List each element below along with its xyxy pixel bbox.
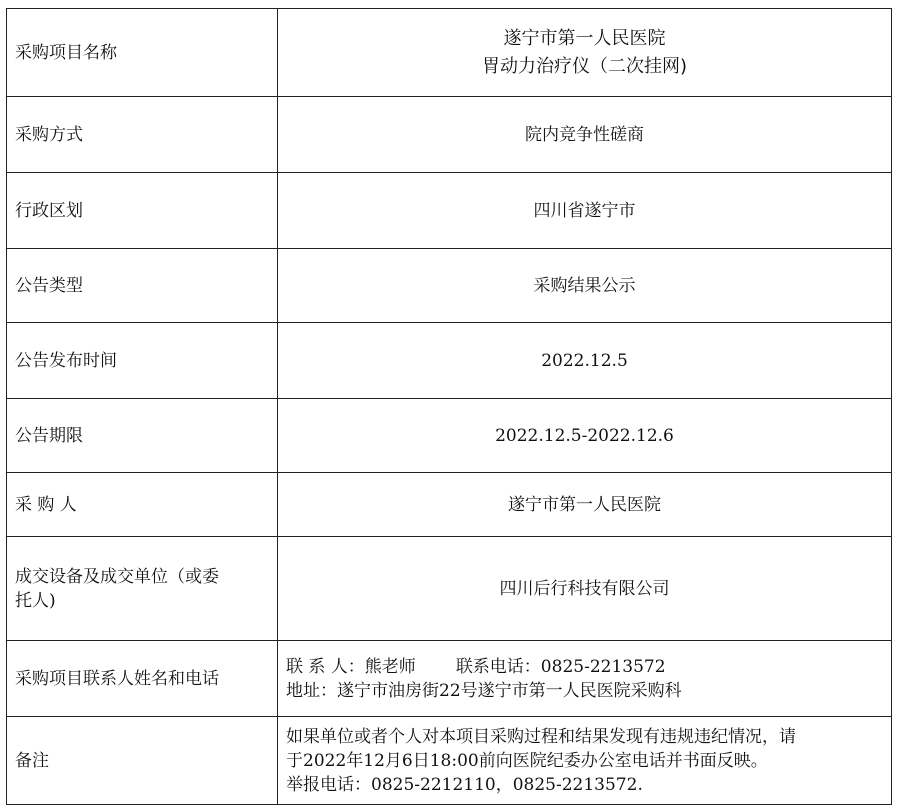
remarks-line2: 于2022年12月6日18:00前向医院纪委办公室电话并书面反映。 <box>286 750 768 771</box>
procurement-result-table <box>6 8 892 805</box>
project-name-label: 采购项目名称 <box>7 9 278 97</box>
remarks-line3: 举报电话：0825-2212110，0825-2213572. <box>286 774 643 795</box>
table-row <box>7 249 892 323</box>
project-name-line1: 遂宁市第一人民医院 <box>503 27 666 49</box>
purchaser-value: 遂宁市第一人民医院 <box>278 473 892 537</box>
contact-value <box>278 641 892 717</box>
table-row <box>7 399 892 473</box>
notice-period-value: 2022.12.5-2022.12.6 <box>278 399 892 473</box>
region-value: 四川省遂宁市 <box>278 173 892 249</box>
table-row <box>7 323 892 399</box>
table-row <box>7 473 892 537</box>
procurement-method-label: 采购方式 <box>7 97 278 173</box>
remarks-line1: 如果单位或者个人对本项目采购过程和结果发现有违规违纪情况，请 <box>286 726 796 747</box>
notice-type-label: 公告类型 <box>7 249 278 323</box>
table-row <box>7 641 892 717</box>
remarks-label: 备注 <box>7 717 278 805</box>
winner-label-line1: 成交设备及成交单位（或委 <box>15 566 219 587</box>
publish-time-label: 公告发布时间 <box>7 323 278 399</box>
remarks-value <box>278 717 892 805</box>
purchaser-label: 采 购 人 <box>7 473 278 537</box>
notice-period-label: 公告期限 <box>7 399 278 473</box>
contact-address: 地址：遂宁市油房街22号遂宁市第一人民医院采购科 <box>286 680 682 701</box>
procurement-method-value: 院内竞争性磋商 <box>278 97 892 173</box>
contact-person: 联 系 人：熊老师 <box>286 656 416 677</box>
table-row <box>7 537 892 641</box>
publish-time-value: 2022.12.5 <box>278 323 892 399</box>
table-row <box>7 717 892 805</box>
region-label: 行政区划 <box>7 173 278 249</box>
contact-phone: 联系电话：0825-2213572 <box>455 656 666 677</box>
winner-label <box>7 537 278 641</box>
project-name-value <box>278 9 892 97</box>
notice-type-value: 采购结果公示 <box>278 249 892 323</box>
table-row <box>7 173 892 249</box>
winner-label-line2: 托人) <box>15 590 56 611</box>
contact-label: 采购项目联系人姓名和电话 <box>7 641 278 717</box>
project-name-line2: 胃动力治疗仪（二次挂网) <box>481 55 688 77</box>
table-row <box>7 97 892 173</box>
winner-value: 四川后行科技有限公司 <box>278 537 892 641</box>
contact-line <box>286 655 885 679</box>
table-row <box>7 9 892 97</box>
